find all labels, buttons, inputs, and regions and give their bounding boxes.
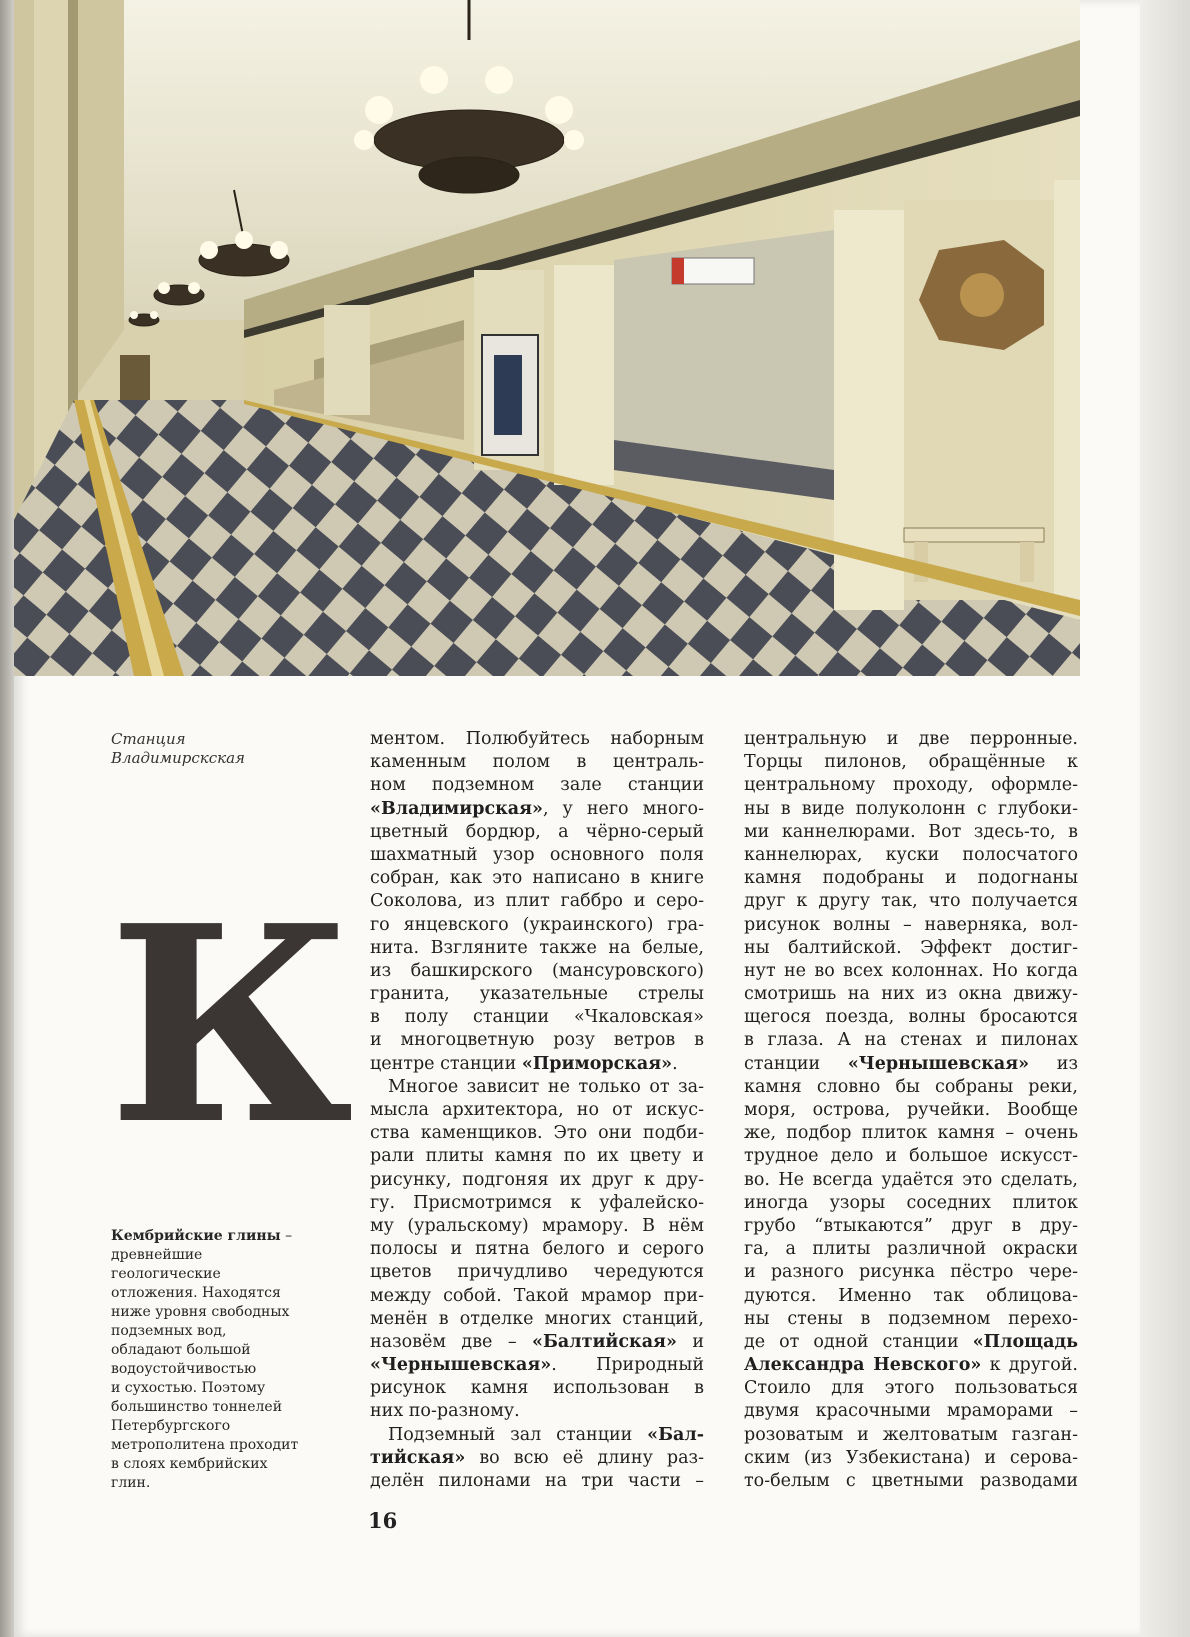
photo-caption	[111, 730, 331, 768]
sidebar-note-line: в слоях кембрийских	[111, 1456, 268, 1472]
text-line	[744, 1447, 1078, 1470]
text-fragment: рисунок волны – наверняка, вол-	[744, 914, 1078, 935]
text-line	[744, 821, 1078, 844]
text-fragment: мысла архитектора, но от искус-	[370, 1100, 704, 1120]
text-fragment: гранита, указательные стрелы	[370, 984, 704, 1005]
text-line	[744, 798, 1078, 821]
text-line	[744, 890, 1078, 913]
text-fragment: и	[676, 1331, 704, 1352]
text-line	[370, 1447, 704, 1470]
text-line	[370, 751, 704, 774]
text-line	[744, 914, 1078, 937]
text-line	[370, 1192, 704, 1215]
text-fragment: .	[672, 1053, 678, 1074]
text-fragment: в полу станции «Чкаловская»	[370, 1007, 704, 1028]
text-line	[370, 914, 704, 937]
text-line	[744, 1400, 1078, 1423]
text-line	[370, 1122, 704, 1145]
text-fragment: центральному проходу, оформле-	[744, 775, 1078, 796]
sidebar-note-line: отложения. Находятся	[111, 1285, 281, 1301]
page-edge	[1140, 0, 1190, 1637]
text-line	[370, 1099, 704, 1122]
text-fragment: каменным полом в централь-	[370, 752, 704, 773]
text-fragment: рисунок камня использован в	[370, 1378, 704, 1399]
text-fragment: моря, острова, ручейки. Вообще	[744, 1100, 1078, 1120]
text-line	[744, 1145, 1078, 1168]
station-name: «Площадь	[972, 1331, 1078, 1352]
sidebar-note-line: большинство тоннелей	[111, 1399, 283, 1415]
sidebar-note-line: геологические	[111, 1266, 221, 1282]
text-line	[370, 960, 704, 983]
text-fragment: нут не во всех колоннах. Но когда	[744, 960, 1078, 981]
text-line	[370, 1424, 704, 1447]
text-line	[370, 1145, 704, 1168]
text-fragment: центре станции	[370, 1053, 522, 1074]
text-column-1	[370, 728, 704, 1493]
text-line	[744, 751, 1078, 774]
text-line	[370, 937, 704, 960]
text-line	[370, 1331, 704, 1354]
text-fragment: Торцы пилонов, обращённые к	[744, 752, 1078, 773]
text-line	[744, 1053, 1078, 1076]
caption-line: Станция	[111, 730, 186, 748]
text-column-2	[744, 728, 1078, 1493]
text-fragment: Стоило для этого пользоваться	[744, 1378, 1078, 1399]
text-fragment: к другой.	[981, 1355, 1078, 1376]
text-line	[744, 1308, 1078, 1331]
text-fragment: рисунку, подгоняя их друг к дру-	[370, 1169, 704, 1190]
book-gutter	[0, 0, 14, 1637]
text-fragment: камня словно бы собраны реки,	[744, 1076, 1078, 1097]
text-line	[370, 1238, 704, 1261]
caption-line: Владимирскская	[111, 749, 245, 767]
text-line	[744, 1261, 1078, 1284]
text-fragment: ментом. Полюбуйтесь наборным	[370, 729, 704, 749]
text-fragment: из башкирского (мансуровского)	[370, 960, 704, 981]
sidebar-note-line: метрополитена проходит	[111, 1437, 299, 1453]
text-line	[744, 728, 1078, 751]
sidebar-note	[111, 1227, 331, 1493]
text-line	[744, 1215, 1078, 1238]
text-line	[744, 1099, 1078, 1122]
sidebar-note-line	[111, 1227, 331, 1246]
text-fragment: Соколова, из плит габбро и серо-	[370, 891, 704, 912]
text-fragment: полосы и пятна белого и серого	[370, 1239, 704, 1260]
text-line	[744, 1424, 1078, 1447]
text-line	[744, 1470, 1078, 1493]
text-line	[370, 1285, 704, 1308]
text-line	[370, 1308, 704, 1331]
text-line	[370, 1261, 704, 1284]
text-line	[744, 1169, 1078, 1192]
text-line	[744, 1238, 1078, 1261]
text-fragment: ном подземном зале станции	[370, 775, 704, 796]
text-fragment: станции	[744, 1053, 848, 1074]
text-fragment: де от одной станции	[744, 1331, 973, 1352]
drop-cap-letter: К	[108, 866, 350, 1184]
text-line	[744, 1122, 1078, 1145]
text-fragment: каннелюрах, куски полосчатого	[744, 844, 1078, 865]
text-line	[370, 890, 704, 913]
text-line	[370, 1470, 704, 1493]
text-fragment: Многое зависит не только от за-	[388, 1076, 704, 1097]
text-line	[370, 1076, 704, 1099]
station-name: «Бал-	[647, 1424, 704, 1445]
sidebar-note-line: подземных вод,	[111, 1323, 227, 1339]
text-fragment: . Природный	[551, 1355, 704, 1376]
text-line	[370, 1053, 704, 1076]
sidebar-note-line: Петербургского	[111, 1418, 231, 1434]
sidebar-note-line: и сухостью. Поэтому	[111, 1380, 266, 1396]
sidebar-note-line: обладают большой	[111, 1342, 251, 1358]
sidebar-note-line: ниже уровня свободных	[111, 1304, 290, 1320]
text-line	[370, 1006, 704, 1029]
text-fragment: и разного рисунка пёстро чере-	[744, 1262, 1078, 1283]
text-fragment: Подземный зал станции	[388, 1424, 648, 1445]
text-line	[370, 1400, 704, 1423]
text-line	[370, 983, 704, 1006]
text-line	[744, 1029, 1078, 1052]
text-line	[744, 844, 1078, 867]
text-line	[744, 867, 1078, 890]
sidebar-note-term: Кембрийские глины	[111, 1228, 281, 1244]
text-fragment: го янцевского (украинского) гра-	[370, 914, 704, 935]
text-fragment: ским (из Узбекистана) и серова-	[744, 1447, 1078, 1468]
text-fragment: камня подобраны и подогнаны	[744, 868, 1078, 889]
text-line	[370, 821, 704, 844]
text-fragment: щегося поезда, волны бросаются	[744, 1007, 1078, 1028]
text-fragment: центральную и две перронные.	[744, 729, 1078, 749]
text-line	[744, 937, 1078, 960]
station-name: «Чернышевская»	[370, 1355, 552, 1376]
page-number: 16	[368, 1508, 398, 1533]
text-fragment: нита. Взгляните также на белые,	[370, 937, 704, 958]
text-fragment: цветный бордюр, а чёрно-серый	[370, 821, 704, 842]
station-name: тийская»	[370, 1447, 466, 1468]
text-line	[744, 1377, 1078, 1400]
text-fragment: них по-разному.	[370, 1401, 520, 1422]
text-fragment: делён пилонами на три части –	[370, 1471, 704, 1491]
text-fragment: смотришь на них из окна движу-	[744, 984, 1078, 1005]
text-line	[370, 798, 704, 821]
text-fragment: розоватым и желтоватым газган-	[744, 1424, 1078, 1445]
metro-station-hall-illustration	[14, 0, 1080, 676]
text-line	[370, 1215, 704, 1238]
text-line	[370, 1169, 704, 1192]
text-fragment: ны балтийской. Эффект достиг-	[744, 937, 1078, 958]
text-line	[370, 774, 704, 797]
text-fragment: иногда узоры соседних плиток	[744, 1192, 1078, 1213]
text-fragment: рали плиты камня по их цвету и	[370, 1146, 704, 1167]
text-fragment: ны в виде полуколонн с глубоки-	[744, 798, 1078, 819]
text-line	[744, 1192, 1078, 1215]
station-name: Александра Невского»	[744, 1355, 982, 1376]
text-line	[744, 1006, 1078, 1029]
text-fragment: друг к другу так, что получается	[744, 891, 1078, 912]
text-fragment: из	[1029, 1053, 1078, 1074]
text-line	[370, 728, 704, 751]
text-line	[370, 1354, 704, 1377]
text-line	[744, 1354, 1078, 1377]
text-fragment: гу. Присмотримся к уфалейско-	[370, 1192, 704, 1213]
text-fragment: ны стены в подземном перехо-	[744, 1308, 1078, 1329]
sidebar-note-line: водоустойчивостью	[111, 1361, 257, 1377]
text-fragment: в глаза. А на стенах и пилонах	[744, 1030, 1078, 1051]
text-fragment: трудное дело и большое искусст-	[744, 1146, 1078, 1167]
text-fragment: га, а плиты различной окраски	[744, 1239, 1078, 1260]
text-line	[744, 983, 1078, 1006]
text-line	[370, 867, 704, 890]
text-fragment: во всю её длину раз-	[465, 1447, 704, 1468]
station-name: «Балтийская»	[532, 1331, 677, 1352]
text-line	[370, 1377, 704, 1400]
text-fragment: дуются. Именно так облицова-	[744, 1285, 1078, 1306]
text-line	[744, 774, 1078, 797]
text-line	[370, 844, 704, 867]
text-fragment: ства каменщиков. Это они подби-	[370, 1123, 704, 1144]
text-line	[744, 960, 1078, 983]
text-line	[744, 1285, 1078, 1308]
text-fragment: же, подбор плиток камня – очень	[744, 1123, 1078, 1144]
sidebar-note-line: древнейшие	[111, 1247, 203, 1263]
text-fragment: назовём две –	[370, 1331, 533, 1352]
station-name: «Владимирская»	[370, 798, 543, 819]
text-line	[744, 1076, 1078, 1099]
station-photo	[14, 0, 1080, 676]
sidebar-note-text: –	[280, 1228, 293, 1244]
text-fragment: ми каннелюрами. Вот здесь-то, в	[744, 821, 1078, 842]
text-fragment: то-белым с цветными разводами	[744, 1471, 1078, 1491]
station-name: «Чернышевская»	[847, 1053, 1030, 1074]
text-line	[744, 1331, 1078, 1354]
text-fragment: собран, как это написано в книге	[370, 868, 704, 889]
text-fragment: и многоцветную розу ветров в	[370, 1030, 704, 1051]
text-fragment: менён в отделке многих станций,	[370, 1308, 704, 1329]
text-fragment: во. Не всегда удаётся это сделать,	[744, 1169, 1078, 1190]
text-fragment: цветов причудливо чередуются	[370, 1262, 704, 1283]
text-fragment: шахматный узор основного поля	[370, 844, 704, 865]
text-fragment: му (уральскому) мрамору. В нём	[370, 1215, 704, 1236]
station-name: «Приморская»	[521, 1053, 673, 1074]
text-fragment: двумя красочными мраморами –	[744, 1401, 1078, 1422]
text-line	[370, 1029, 704, 1052]
text-fragment: между собой. Такой мрамор при-	[370, 1285, 704, 1306]
text-fragment: , у него много-	[542, 798, 704, 819]
sidebar-note-line: глин.	[111, 1475, 151, 1491]
text-fragment: грубо “втыкаются” друг в дру-	[744, 1215, 1078, 1236]
